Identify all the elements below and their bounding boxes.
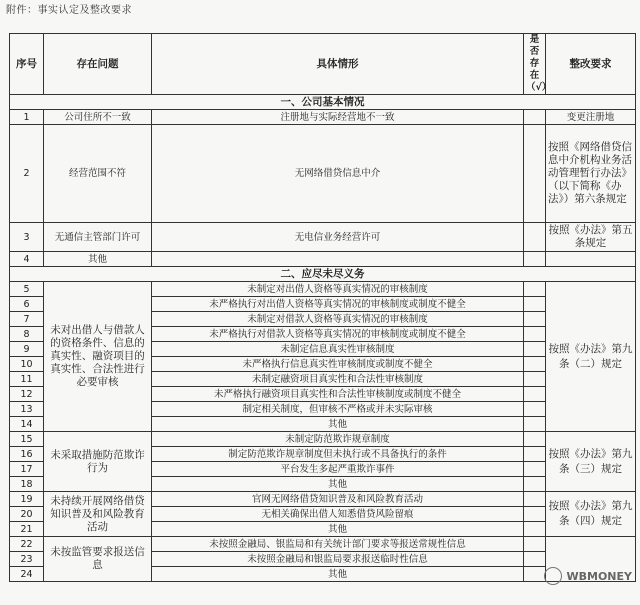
table-row	[10, 223, 636, 252]
row-check[interactable]	[524, 507, 546, 522]
section-title: 一、公司基本情况	[10, 95, 636, 110]
row-fix: 变更注册地	[546, 110, 636, 125]
header-exists: 是否存在（√）	[524, 34, 546, 95]
row-detail: 未制定融资项目真实性和合法性审核制度	[152, 372, 524, 387]
row-no: 2	[10, 125, 44, 223]
row-check[interactable]	[524, 342, 546, 357]
row-detail: 未严格执行对借款人资格等真实情况的审核制度或制度不健全	[152, 327, 524, 342]
group-problem: 未持续开展网络借贷知识普及和风险教育活动	[44, 492, 152, 537]
row-detail	[152, 252, 524, 267]
table-row	[10, 125, 636, 223]
group-fix: 按照《办法》第九条（二）规定	[546, 282, 636, 432]
row-check[interactable]	[524, 552, 546, 567]
row-problem: 其他	[44, 252, 152, 267]
row-check[interactable]	[524, 357, 546, 372]
row-detail: 无相关确保出借人知悉借贷风险留痕	[152, 507, 524, 522]
group-problem: 未采取措施防范欺诈行为	[44, 432, 152, 492]
group-fix: 按照《办法》第九条（四）规定	[546, 492, 636, 537]
section-row	[10, 95, 636, 110]
attachment-title: 附件：事实认定及整改要求	[6, 5, 132, 16]
row-detail: 无电信业务经营许可	[152, 223, 524, 252]
row-check[interactable]	[524, 110, 546, 125]
row-check[interactable]	[524, 462, 546, 477]
header-no: 序号	[10, 34, 44, 95]
row-no: 14	[10, 417, 44, 432]
row-no: 8	[10, 327, 44, 342]
row-detail: 未制定信息真实性审核制度	[152, 342, 524, 357]
row-no: 7	[10, 312, 44, 327]
table-row	[10, 282, 636, 297]
table-wrapper	[9, 33, 635, 582]
row-detail: 未按照金融局和银监局要求报送临时性信息	[152, 552, 524, 567]
row-check[interactable]	[524, 387, 546, 402]
row-check[interactable]	[524, 417, 546, 432]
section-row	[10, 267, 636, 282]
row-no: 18	[10, 477, 44, 492]
row-check[interactable]	[524, 327, 546, 342]
row-check[interactable]	[524, 282, 546, 297]
table-row	[10, 252, 636, 267]
group-problem: 未对出借人与借款人的资格条件、信息的真实性、融资项目的真实性、合法性进行必要审核	[44, 282, 152, 432]
row-detail: 平台发生多起严重欺诈事件	[152, 462, 524, 477]
table-row	[10, 537, 636, 552]
header-row	[10, 34, 636, 95]
row-no: 15	[10, 432, 44, 447]
row-check[interactable]	[524, 537, 546, 552]
row-no: 13	[10, 402, 44, 417]
row-no: 16	[10, 447, 44, 462]
row-detail: 未制定防范欺诈规章制度	[152, 432, 524, 447]
row-no: 11	[10, 372, 44, 387]
row-check[interactable]	[524, 432, 546, 447]
table-row	[10, 110, 636, 125]
row-detail: 无网络借贷信息中介	[152, 125, 524, 223]
row-check[interactable]	[524, 223, 546, 252]
row-no: 3	[10, 223, 44, 252]
row-fix	[546, 252, 636, 267]
row-detail: 未按照金融局、银监局和有关统计部门要求等报送常规性信息	[152, 537, 524, 552]
row-detail: 官网无网络借贷知识普及和风险教育活动	[152, 492, 524, 507]
row-detail: 制定相关制度，但审核不严格或并未实际审核	[152, 402, 524, 417]
row-detail: 其他	[152, 477, 524, 492]
row-check[interactable]	[524, 372, 546, 387]
row-problem: 公司住所不一致	[44, 110, 152, 125]
watermark	[544, 567, 632, 585]
section-title: 二、应尽未尽义务	[10, 267, 636, 282]
group-problem: 未按监管要求报送信息	[44, 537, 152, 582]
row-detail: 其他	[152, 522, 524, 537]
row-no: 23	[10, 552, 44, 567]
row-detail: 未制定对借款人资格等真实情况的审核制度	[152, 312, 524, 327]
rectification-table	[9, 33, 636, 582]
row-check[interactable]	[524, 252, 546, 267]
row-problem: 无通信主管部门许可	[44, 223, 152, 252]
row-problem: 经营范围不符	[44, 125, 152, 223]
row-no: 19	[10, 492, 44, 507]
row-no: 20	[10, 507, 44, 522]
row-no: 24	[10, 567, 44, 582]
table-row	[10, 492, 636, 507]
row-check[interactable]	[524, 125, 546, 223]
watermark-text: WBMONEY	[566, 569, 632, 583]
row-no: 10	[10, 357, 44, 372]
table-row	[10, 432, 636, 447]
row-no: 22	[10, 537, 44, 552]
wechat-icon	[544, 567, 562, 585]
row-detail: 注册地与实际经营地不一致	[152, 110, 524, 125]
row-detail: 未严格执行信息真实性审核制度或制度不健全	[152, 357, 524, 372]
row-no: 1	[10, 110, 44, 125]
header-detail: 具体情形	[152, 34, 524, 95]
row-fix: 按照《网络借贷信息中介机构业务活动管理暂行办法》（以下简称《办法》）第六条规定	[546, 125, 636, 223]
row-detail: 未严格执行对出借人资格等真实情况的审核制度或制度不健全	[152, 297, 524, 312]
row-no: 9	[10, 342, 44, 357]
row-no: 6	[10, 297, 44, 312]
row-fix: 按照《办法》第五条规定	[546, 223, 636, 252]
header-problem: 存在问题	[44, 34, 152, 95]
row-detail: 其他	[152, 567, 524, 582]
row-detail: 未严格执行融资项目真实性和合法性审核制度或制度不健全	[152, 387, 524, 402]
row-no: 5	[10, 282, 44, 297]
row-detail: 未制定对出借人资格等真实情况的审核制度	[152, 282, 524, 297]
row-detail: 其他	[152, 417, 524, 432]
row-check[interactable]	[524, 567, 546, 582]
row-check[interactable]	[524, 402, 546, 417]
row-check[interactable]	[524, 477, 546, 492]
header-fix: 整改要求	[546, 34, 636, 95]
row-no: 4	[10, 252, 44, 267]
row-no: 21	[10, 522, 44, 537]
row-no: 17	[10, 462, 44, 477]
row-no: 12	[10, 387, 44, 402]
row-check[interactable]	[524, 297, 546, 312]
row-check[interactable]	[524, 447, 546, 462]
row-check[interactable]	[524, 312, 546, 327]
row-check[interactable]	[524, 522, 546, 537]
row-detail: 制定防范欺诈规章制度但未执行或不具备执行的条件	[152, 447, 524, 462]
row-check[interactable]	[524, 492, 546, 507]
group-fix: 按照《办法》第九条（三）规定	[546, 432, 636, 492]
